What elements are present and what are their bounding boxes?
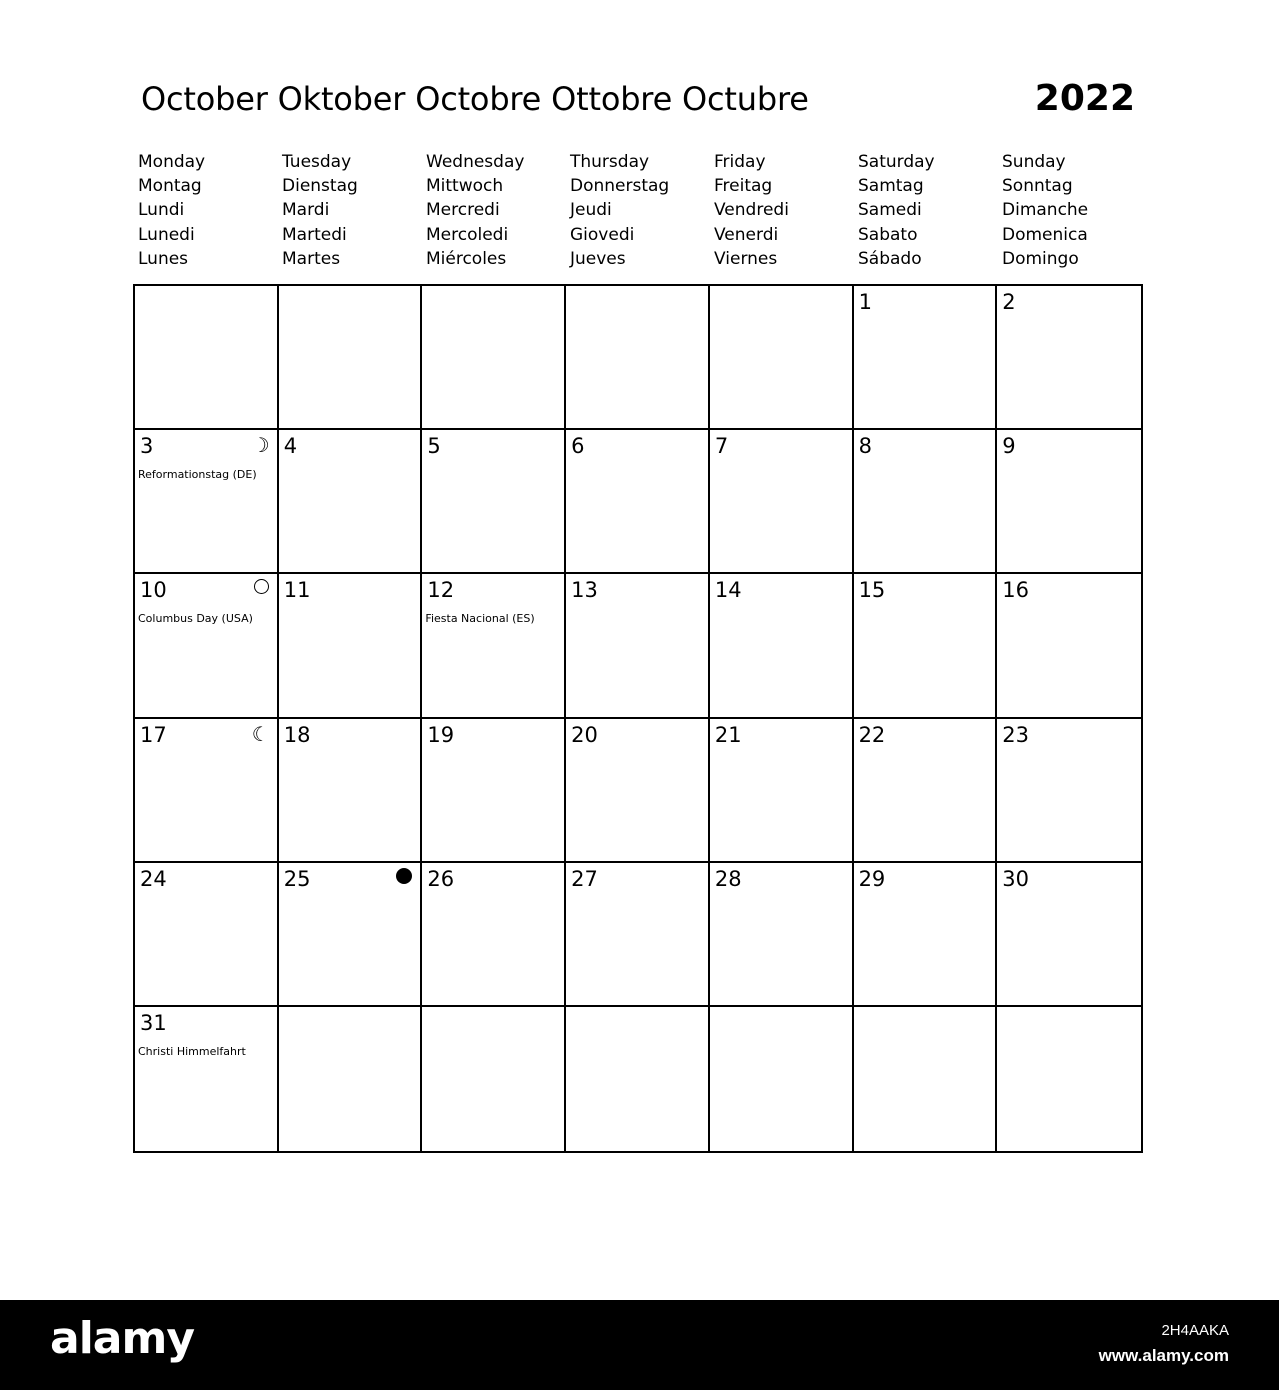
day-number: 20 [571, 722, 598, 747]
weekday-name: Friday [714, 152, 766, 172]
day-cell[interactable] [279, 719, 423, 863]
day-number: 11 [283, 578, 311, 603]
weekday-name: Jueves [570, 248, 626, 269]
day-cell[interactable] [566, 1007, 710, 1151]
calendar-year: 2022 [1034, 78, 1135, 119]
weekday-name: Samedi [858, 200, 922, 221]
day-cell[interactable] [710, 574, 854, 718]
weekday-column [570, 150, 714, 271]
day-cell[interactable] [566, 574, 710, 718]
weekday-name: Freitag [714, 176, 773, 197]
day-cell[interactable] [422, 863, 566, 1007]
weekday-name: Lunes [138, 248, 189, 269]
day-number: 2 [1002, 290, 1016, 314]
weekday-name: Tuesday [282, 152, 352, 172]
weekday-name: Wednesday [426, 152, 525, 172]
weekday-column [426, 150, 570, 271]
day-number: 12 [427, 578, 455, 603]
day-cell[interactable] [135, 863, 279, 1007]
weekday-name: Sábado [858, 248, 922, 269]
day-number: 31 [140, 1010, 167, 1035]
day-cell[interactable] [710, 863, 854, 1007]
day-number: 10 [140, 578, 167, 603]
weekday-name: Mercredi [426, 200, 500, 221]
day-number: 26 [427, 866, 455, 891]
day-cell[interactable] [422, 286, 566, 430]
day-cell[interactable] [279, 574, 423, 718]
day-cell[interactable] [854, 286, 998, 430]
day-cell[interactable] [566, 863, 710, 1007]
weekday-name: Jeudi [570, 200, 612, 221]
weekday-name: Vendredi [714, 200, 789, 221]
weekday-name: Samtag [858, 176, 924, 197]
day-cell[interactable] [854, 430, 998, 574]
calendar-month-title: October Oktober Octobre Ottobre Octubre [141, 80, 809, 118]
calendar-grid [133, 284, 1143, 1153]
day-cell[interactable] [422, 719, 566, 863]
day-cell[interactable] [566, 286, 710, 430]
weekday-name: Miércoles [426, 248, 507, 269]
weekday-name: Domingo [1002, 248, 1079, 269]
day-cell[interactable] [279, 863, 423, 1007]
day-number: 3 [140, 434, 154, 459]
day-cell[interactable] [854, 719, 998, 863]
image-id: 2H4AAKA [1161, 1322, 1229, 1339]
day-cell[interactable] [279, 1007, 423, 1151]
weekday-name: Sunday [1002, 152, 1066, 172]
day-cell[interactable] [279, 286, 423, 430]
day-cell[interactable] [135, 574, 279, 718]
day-cell[interactable] [997, 1007, 1141, 1151]
weekday-name: Sonntag [1002, 176, 1073, 197]
weekday-name: Montag [138, 176, 202, 197]
day-number: 30 [1002, 866, 1030, 891]
day-number: 28 [714, 866, 742, 891]
day-number: 23 [1002, 722, 1030, 747]
day-cell[interactable] [997, 430, 1141, 574]
day-number: 13 [571, 578, 598, 603]
moon-phase-last-quarter-icon: ☾ [251, 721, 270, 746]
weekday-name: Lundi [138, 200, 185, 221]
watermark-bar [0, 1300, 1279, 1390]
weekday-name: Domenica [1002, 224, 1088, 245]
moon-phase-new-icon [396, 868, 412, 884]
day-number: 27 [571, 866, 598, 891]
day-cell[interactable] [997, 574, 1141, 718]
day-cell[interactable] [135, 719, 279, 863]
weekday-name: Saturday [858, 152, 935, 172]
day-cell[interactable] [422, 430, 566, 574]
day-number: 29 [858, 866, 886, 891]
day-cell[interactable] [135, 1007, 279, 1151]
weekday-name: Giovedi [570, 224, 635, 245]
day-cell[interactable] [422, 574, 566, 718]
day-number: 16 [1002, 578, 1030, 603]
day-number: 19 [427, 722, 455, 747]
day-cell[interactable] [997, 286, 1141, 430]
day-number: 5 [427, 434, 441, 459]
weekday-column [714, 150, 858, 271]
weekday-name: Mardi [282, 200, 330, 221]
holiday-label: Reformationstag (DE) [138, 468, 257, 482]
weekday-column [138, 150, 282, 271]
weekday-name: Donnerstag [570, 176, 670, 197]
weekday-name: Thursday [570, 152, 650, 172]
weekday-name: Martedi [282, 224, 347, 245]
weekday-name: Viernes [714, 248, 778, 269]
holiday-label: Christi Himmelfahrt [138, 1044, 246, 1058]
weekday-name: Venerdi [714, 224, 779, 245]
day-number: 21 [714, 722, 742, 747]
weekday-name: Dimanche [1002, 200, 1089, 221]
day-cell[interactable] [710, 286, 854, 430]
weekday-name: Dienstag [282, 176, 358, 197]
holiday-label: Columbus Day (USA) [138, 612, 253, 626]
day-cell[interactable] [710, 1007, 854, 1151]
alamy-logo: alamy [50, 1313, 194, 1364]
day-number: 25 [283, 866, 311, 891]
day-cell[interactable] [135, 430, 279, 574]
day-cell[interactable] [710, 430, 854, 574]
weekday-name: Mittwoch [426, 176, 504, 197]
weekday-name: Mercoledi [426, 224, 509, 245]
day-number: 6 [571, 434, 585, 459]
weekday-column [1002, 150, 1146, 271]
day-cell[interactable] [997, 863, 1141, 1007]
day-number: 9 [1002, 434, 1016, 459]
weekday-name: Sabato [858, 224, 918, 245]
day-cell[interactable] [854, 574, 998, 718]
moon-phase-full-icon [254, 579, 269, 594]
day-cell[interactable] [854, 863, 998, 1007]
holiday-label: Fiesta Nacional (ES) [425, 612, 535, 626]
day-cell[interactable] [279, 430, 423, 574]
day-number: 7 [714, 434, 729, 459]
weekday-column [858, 150, 1002, 271]
day-cell[interactable] [566, 430, 710, 574]
day-number: 14 [714, 578, 742, 603]
site-url: www.alamy.com [1098, 1346, 1229, 1365]
day-cell[interactable] [997, 719, 1141, 863]
weekday-name: Martes [282, 248, 341, 269]
day-number: 8 [858, 434, 872, 459]
day-number: 18 [283, 722, 311, 747]
day-number: 17 [140, 722, 167, 747]
day-cell[interactable] [710, 719, 854, 863]
moon-phase-first-quarter-icon: ☽ [251, 433, 270, 458]
day-number: 1 [858, 290, 872, 314]
day-number: 4 [283, 434, 298, 459]
day-cell[interactable] [566, 719, 710, 863]
day-cell[interactable] [854, 1007, 998, 1151]
day-number: 15 [858, 578, 886, 603]
day-cell[interactable] [422, 1007, 566, 1151]
day-number: 24 [140, 866, 167, 891]
weekday-name: Lunedi [138, 224, 195, 245]
day-number: 22 [858, 722, 886, 747]
weekday-name: Monday [138, 152, 206, 172]
day-cell[interactable] [135, 286, 279, 430]
weekday-column [282, 150, 426, 271]
